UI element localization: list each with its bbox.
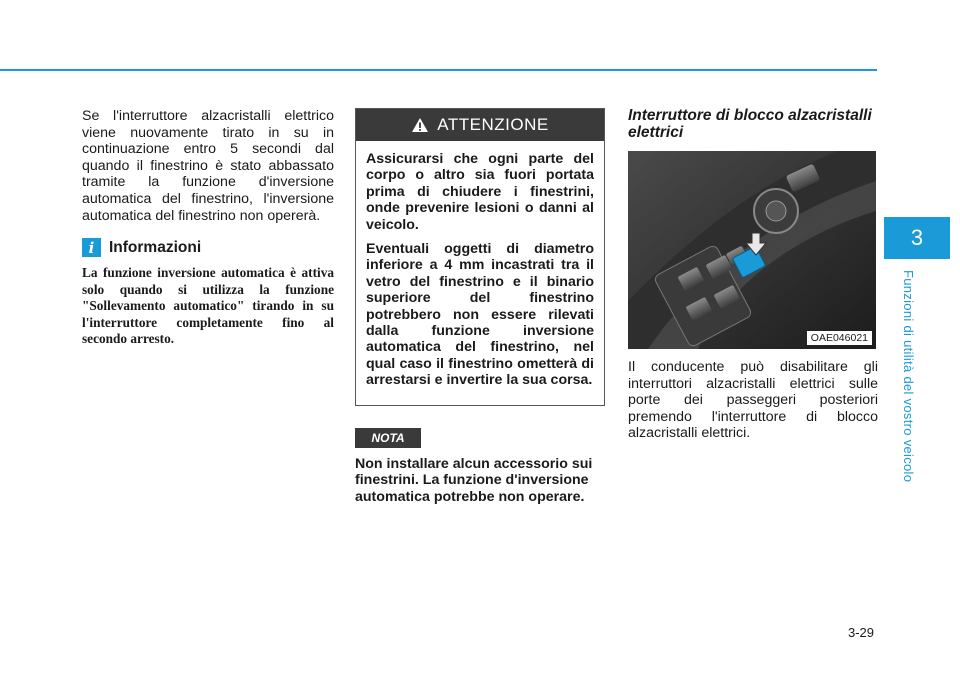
column-middle	[355, 108, 605, 505]
warning-paragraph-2: Eventuali oggetti di diametro inferiore a 4 mm incastrati tra il vetro del finestrino e il binario superiore del finestrino potrebbero non essere rilevati dalla funzione inversione automatica del finestrino, nel qual caso il finestrino ometterà di arrestarsi e invertire la sua corsa.	[366, 241, 594, 389]
chapter-number: 3	[910, 225, 924, 250]
header-rule	[0, 69, 877, 71]
info-icon: i	[82, 238, 101, 257]
warning-title: ATTENZIONE	[437, 115, 549, 134]
info-title: Informazioni	[109, 238, 202, 256]
page-number: 3-29	[848, 625, 875, 640]
window-lock-switch-photo	[628, 151, 876, 349]
warning-box	[355, 108, 605, 406]
window-lock-paragraph: Il conducente può disabilitare gli interruttori alzacristalli elettrici sulle porte dei passeggeri posteriori premendo l'interruttore di blocco alzacristalli elettrici.	[628, 359, 878, 442]
warning-paragraph-1: Assicurarsi che ogni parte del corpo o altro sia fuori portata prima di chiudere i finestrini, onde prevenire lesioni o danni al veicolo.	[366, 151, 594, 233]
section-title: Interruttore di blocco alzacristalli elettrici	[628, 107, 872, 141]
column-right	[628, 108, 878, 442]
door-switch-panel-illustration	[628, 151, 876, 349]
info-body: La funzione inversione automatica è attiva solo quando si utilizza la funzione "Sollevamento automatico" tirando in su l'interruttore completamente fino al secondo arresto.	[82, 265, 334, 347]
column-left	[82, 108, 334, 348]
warning-header	[356, 109, 604, 141]
auto-reverse-paragraph: Se l'interruttore alzacristalli elettrico viene nuovamente tirato in su in continuazione entro 5 secondi dal quando il finestrino è stato abbassato tramite la funzione d'inversione automatica del finestrino, l'inversione automatica del finestrino non opererà.	[82, 108, 334, 224]
warning-triangle-icon	[411, 117, 429, 133]
image-code: OAE046021	[807, 331, 872, 345]
info-heading	[82, 238, 334, 257]
warning-body	[356, 141, 604, 405]
nota-text: Non installare alcun accessorio sui finestrini. La funzione d'inversione automatica potrebbe non operare.	[355, 455, 593, 505]
nota-badge: NOTA	[355, 428, 421, 448]
chapter-number-tab	[884, 217, 950, 259]
chapter-title: Funzioni di utilità del vostro veicolo	[901, 270, 916, 483]
